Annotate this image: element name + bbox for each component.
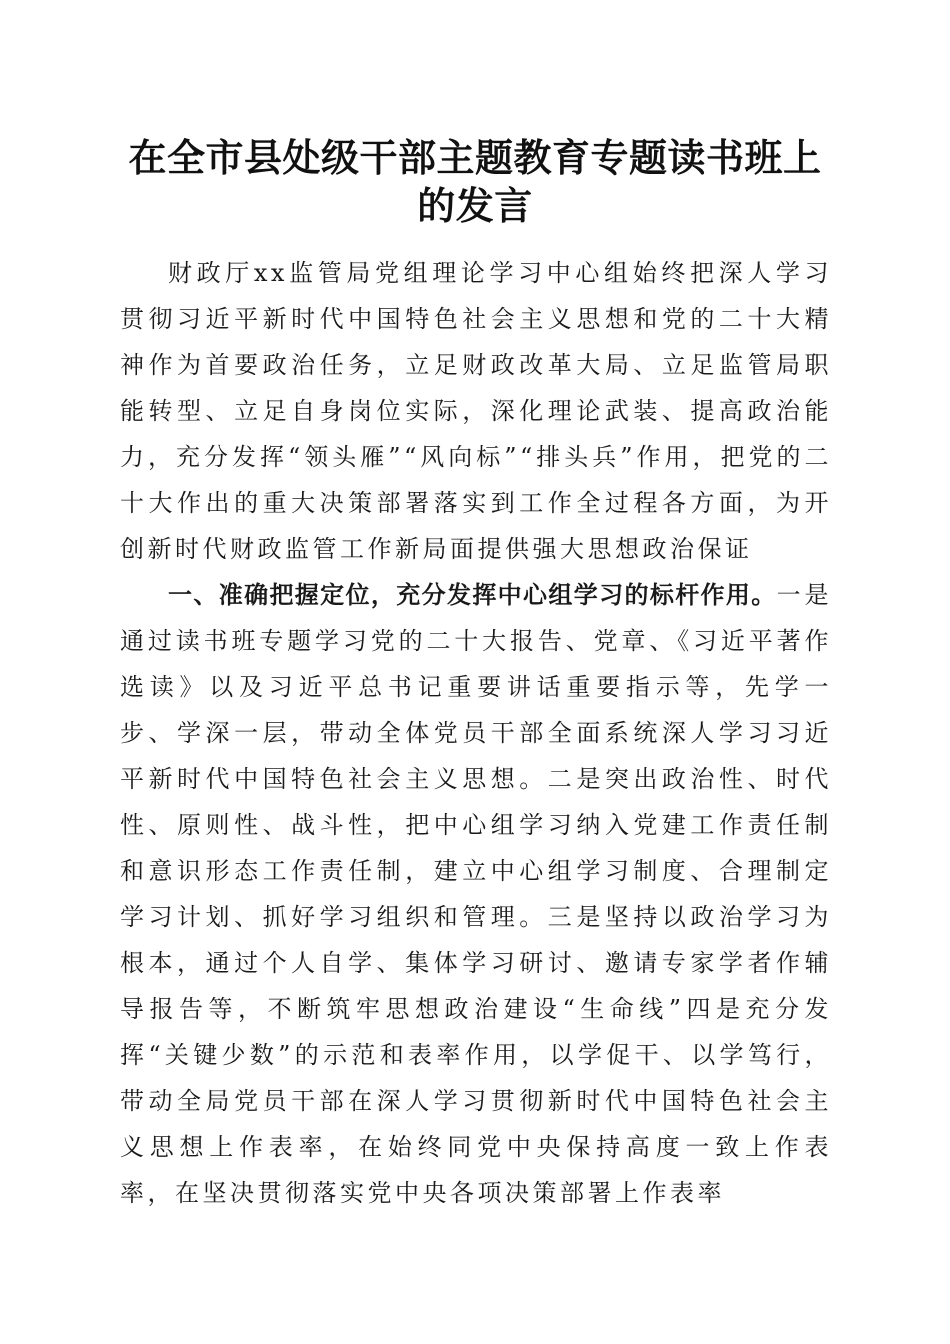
- document-title: 在全市县处级干部主题教育专题读书班上的发言: [128, 135, 822, 228]
- section-one-text: 一是通过读书班专题学习党的二十大报告、党章、《习近平著作选读》以及习近平总书记重要讲话重要指示等，先学一步、学深一层，带动全体党员干部全面系统深人学习习近平新时代中国特色社会主义思想。二是突出政治性、时代性、原则性、战斗性，把中心组学习纳入党建工作责任制和意识形态工作责任制，建立中心组学习制度、合理制定学习计划、抓好学习组织和管理。三是坚持以政治学习为根本，通过个人自学、集体学习研讨、邀请专家学者作辅导报告等，不断筑牢思想政治建设“生命线”四是充分发挥“关键少数”的示范和表率作用，以学促干、以学笃行，带动全局党员干部在深人学习贯彻新时代中国特色社会主义思想上作表率，在始终同党中央保持高度一致上作表率，在坚决贯彻落实党中央各项决策部署上作表率: [120, 581, 833, 1207]
- document-body: [120, 250, 832, 1216]
- paragraph-section-one: [120, 572, 832, 1216]
- section-one-heading: 一、准确把握定位，充分发挥中心组学习的标杆作用。: [168, 581, 777, 609]
- paragraph-intro: [120, 250, 832, 572]
- paragraph-intro-text: 财政厅xx监管局党组理论学习中心组始终把深人学习贯彻习近平新时代中国特色社会主义思想和党的二十大精神作为首要政治任务，立足财政改革大局、立足监管局职能转型、立足自身岗位实际，深化理论武装、提高政治能力，充分发挥“领头雁”“风向标”“排头兵”作用，把党的二十大作出的重大决策部署落实到工作全过程各方面，为开创新时代财政监管工作新局面提供强大思想政治保证: [120, 259, 832, 563]
